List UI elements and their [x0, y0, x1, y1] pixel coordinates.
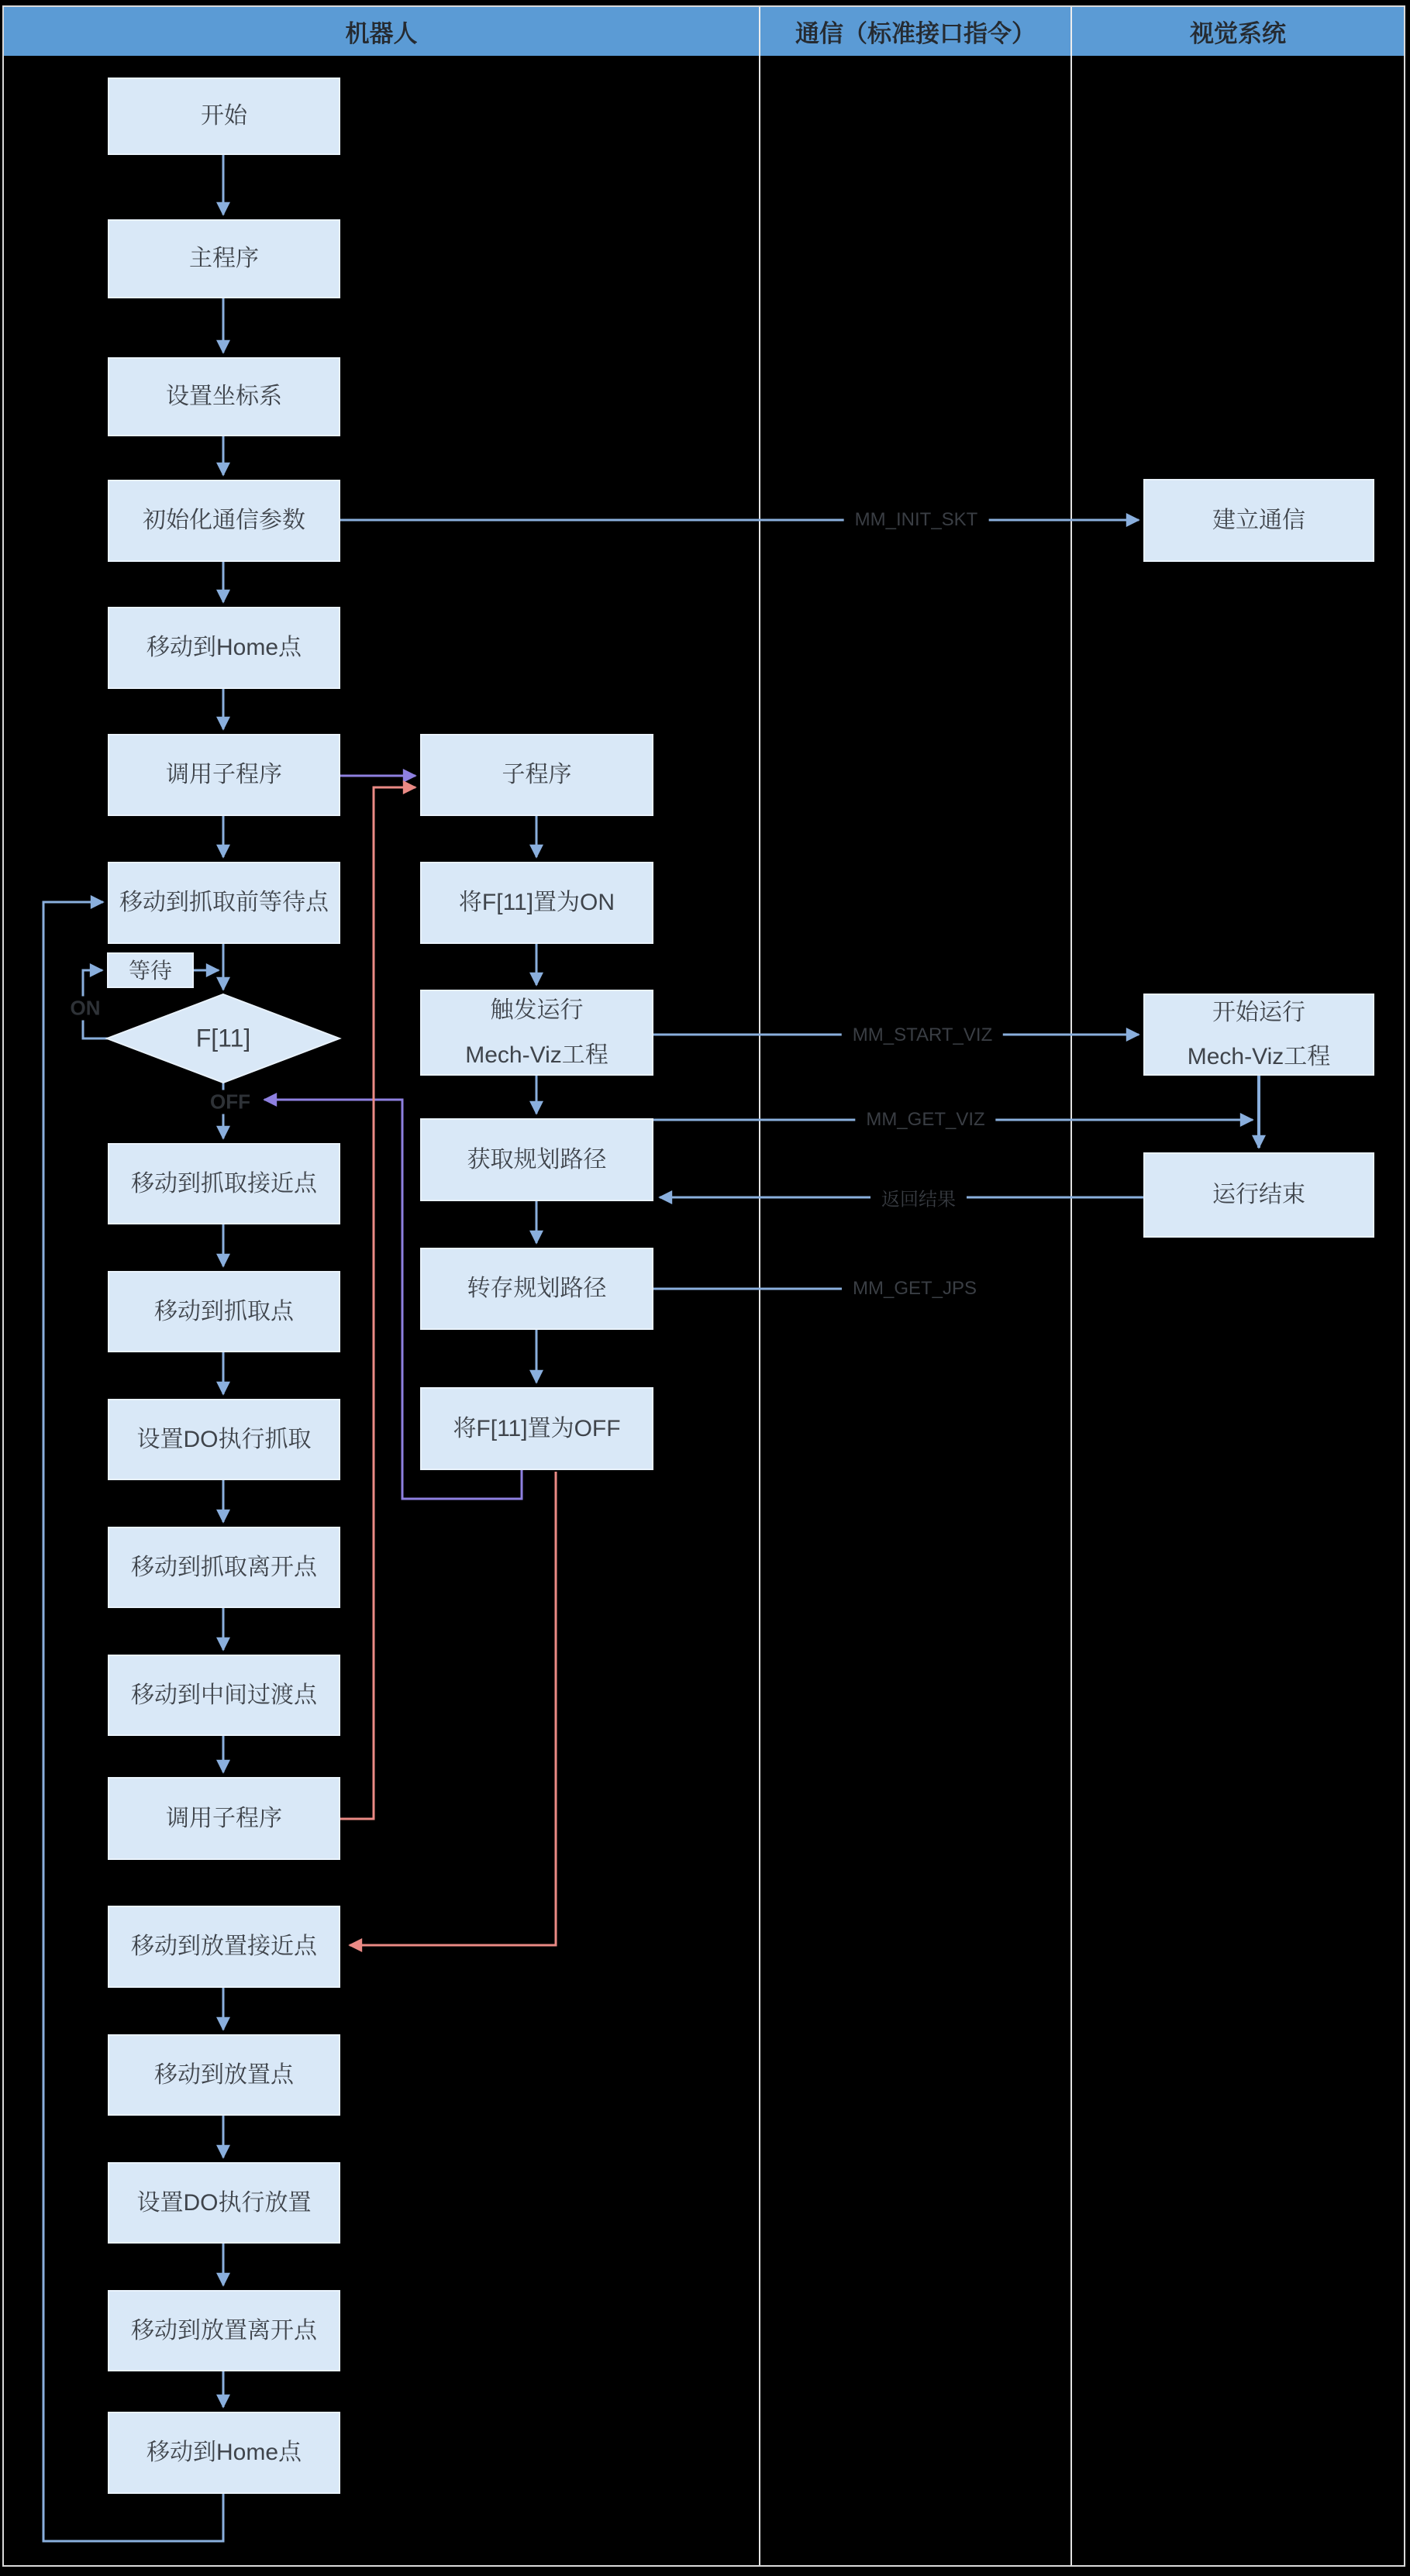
comm-label-mm-start-viz: MM_START_VIZ [842, 1023, 1003, 1048]
node-establish-comm: 建立通信 [1143, 479, 1374, 562]
comm-label-mm-get-jps: MM_GET_JPS [842, 1276, 988, 1301]
node-set-do-grab: 设置DO执行抓取 [108, 1399, 340, 1480]
node-move-grab-approach: 移动到抓取接近点 [108, 1143, 340, 1224]
comm-label-mm-get-viz: MM_GET_VIZ [855, 1107, 995, 1132]
node-wait: 等待 [107, 952, 194, 988]
comm-label-return-result: 返回结果 [870, 1183, 967, 1213]
node-move-place-approach: 移动到放置接近点 [108, 1906, 340, 1988]
lane-header-robot: 机器人 [4, 7, 760, 56]
node-move-grab-point: 移动到抓取点 [108, 1271, 340, 1352]
node-move-place-leave: 移动到放置离开点 [108, 2290, 340, 2371]
node-call-subroutine-1: 调用子程序 [108, 734, 340, 816]
node-subroutine: 子程序 [420, 734, 653, 816]
decision-f11-label: F[11] [195, 1024, 251, 1052]
node-move-home-1: 移动到Home点 [108, 607, 340, 689]
node-start: 开始 [108, 77, 340, 155]
lane-header-vision: 视觉系统 [1190, 20, 1286, 47]
node-set-f11-off: 将F[11]置为OFF [420, 1387, 653, 1470]
node-trigger-mechviz: 触发运行 Mech-Viz工程 [420, 990, 653, 1076]
node-store-planned-path: 转存规划路径 [420, 1248, 653, 1330]
node-set-do-place: 设置DO执行放置 [108, 2162, 340, 2244]
branch-on-label: ON [66, 997, 105, 1021]
node-call-subroutine-2: 调用子程序 [108, 1777, 340, 1860]
branch-off-label: OFF [205, 1090, 255, 1114]
node-set-frame: 设置坐标系 [108, 357, 340, 436]
node-init-comm-params: 初始化通信参数 [108, 480, 340, 562]
node-main-program: 主程序 [108, 219, 340, 298]
node-start-mechviz: 开始运行 Mech-Viz工程 [1143, 994, 1374, 1076]
node-move-pregrab-wait: 移动到抓取前等待点 [108, 862, 340, 944]
node-set-f11-on: 将F[11]置为ON [420, 862, 653, 944]
node-move-grab-leave: 移动到抓取离开点 [108, 1527, 340, 1608]
lane-header-comm: 通信（标准接口指令） [760, 7, 1072, 56]
node-run-finished: 运行结束 [1143, 1152, 1374, 1238]
comm-label-mm-init-skt: MM_INIT_SKT [844, 508, 989, 532]
node-move-place-point: 移动到放置点 [108, 2034, 340, 2116]
node-move-home-2: 移动到Home点 [108, 2412, 340, 2494]
node-get-planned-path: 获取规划路径 [420, 1118, 653, 1201]
node-move-mid-transition: 移动到中间过渡点 [108, 1655, 340, 1736]
